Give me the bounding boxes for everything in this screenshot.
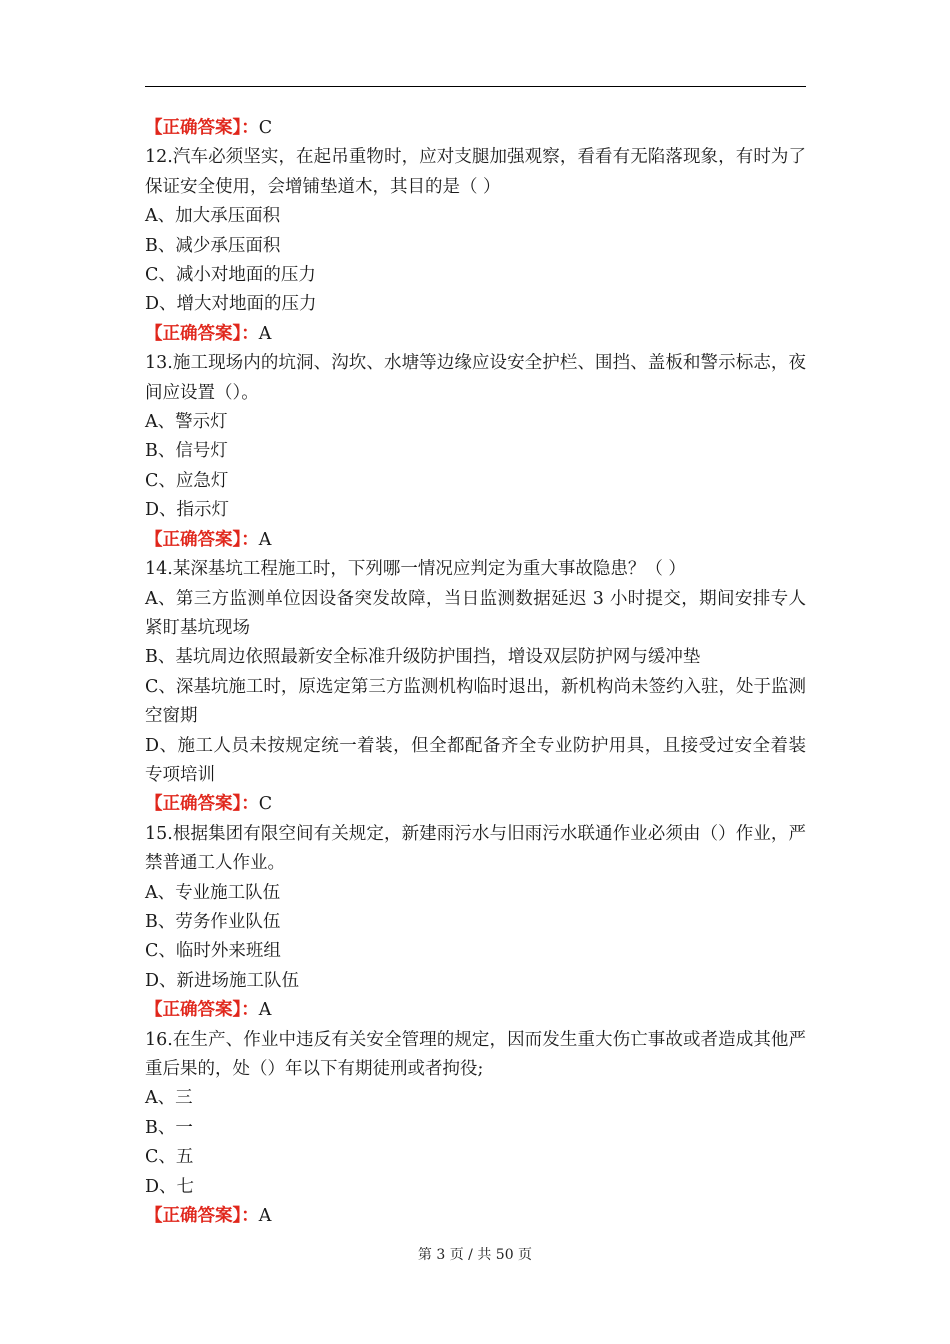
answer-value: A	[258, 1000, 272, 1021]
question-13-option-b: B、信号灯	[145, 441, 228, 462]
question-13-option-c: C、应急灯	[145, 470, 229, 491]
page-footer: 第 3 页 / 共 50 页	[417, 1247, 533, 1263]
question-16-option-d: D、七	[145, 1176, 195, 1197]
question-15-option-d: D、新进场施工队伍	[145, 970, 300, 991]
answer-line	[145, 1202, 806, 1231]
question-12-option-a: A、加大承压面积	[145, 206, 281, 227]
question-15-option-a: A、专业施工队伍	[145, 882, 281, 903]
answer-line	[145, 790, 806, 819]
question-16-option-c: C、五	[145, 1147, 194, 1168]
answer-separator: ：	[241, 529, 259, 550]
question-14-text: 14.某深基坑工程施工时，下列哪一情况应判定为重大事故隐患？（ ）	[145, 559, 686, 580]
question-14-option-a: A、第三方监测单位因设备突发故障，当日监测数据延迟 3 小时提交，期间安排专人紧盯基坑现场	[145, 588, 806, 638]
question-list	[145, 114, 806, 1231]
answer-label: 【正确答案】	[145, 1206, 242, 1227]
question-12-option-c: C、减小对地面的压力	[145, 265, 316, 286]
answer-separator: ：	[241, 118, 259, 138]
question-16-option-b: B、一	[145, 1117, 193, 1138]
question-13-option-d: D、指示灯	[145, 500, 230, 521]
answer-value: A	[258, 1206, 272, 1227]
question-12-option-b: B、减少承压面积	[145, 235, 281, 256]
answer-value: C	[258, 118, 273, 138]
header-rule	[145, 86, 806, 87]
answer-separator: ：	[241, 794, 259, 815]
question-12-text: 12.汽车必须坚实，在起吊重物时，应对支腿加强观察，看看有无陷落现象，有时为了保证安全使用，会增铺垫道木，其目的是（ ）	[145, 147, 806, 197]
answer-label: 【正确答案】	[145, 323, 242, 344]
question-16-option-a: A、三	[145, 1088, 193, 1109]
question-14-option-b: B、基坑周边依照最新安全标准升级防护围挡，增设双层防护网与缓冲垫	[145, 647, 701, 668]
question-15-option-c: C、临时外来班组	[145, 941, 281, 962]
answer-label: 【正确答案】	[145, 794, 242, 815]
question-15-option-b: B、劳务作业队伍	[145, 911, 281, 932]
answer-label: 【正确答案】	[145, 1000, 242, 1021]
answer-line	[145, 526, 806, 555]
question-13-text: 13.施工现场内的坑洞、沟坎、水塘等边缘应设安全护栏、围挡、盖板和警示标志，夜间应设置（）。	[145, 353, 806, 403]
question-16-text: 16.在生产、作业中违反有关安全管理的规定，因而发生重大伤亡事故或者造成其他严重后果的，处（）年以下有期徒刑或者拘役;	[145, 1029, 806, 1079]
answer-line	[145, 320, 806, 349]
question-15-text: 15.根据集团有限空间有关规定，新建雨污水与旧雨污水联通作业必须由（）作业，严禁普通工人作业。	[145, 823, 806, 874]
answer-line	[145, 114, 806, 143]
answer-value: A	[258, 323, 272, 344]
answer-separator: ：	[241, 323, 259, 344]
answer-label: 【正确答案】	[145, 529, 242, 550]
answer-separator: ：	[241, 1000, 259, 1021]
question-14-option-d: D、施工人员未按规定统一着装，但全都配备齐全专业防护用具，且接受过安全着装专项培训	[145, 735, 806, 785]
question-13-option-a: A、警示灯	[145, 412, 228, 433]
answer-separator: ：	[241, 1206, 259, 1227]
answer-line	[145, 996, 806, 1025]
answer-label: 【正确答案】	[145, 118, 242, 138]
answer-value: A	[258, 529, 272, 550]
question-12-option-d: D、增大对地面的压力	[145, 294, 317, 315]
question-14-option-c: C、深基坑施工时，原选定第三方监测机构临时退出，新机构尚未签约入驻，处于监测空窗期	[145, 676, 806, 727]
answer-value: C	[258, 794, 273, 815]
